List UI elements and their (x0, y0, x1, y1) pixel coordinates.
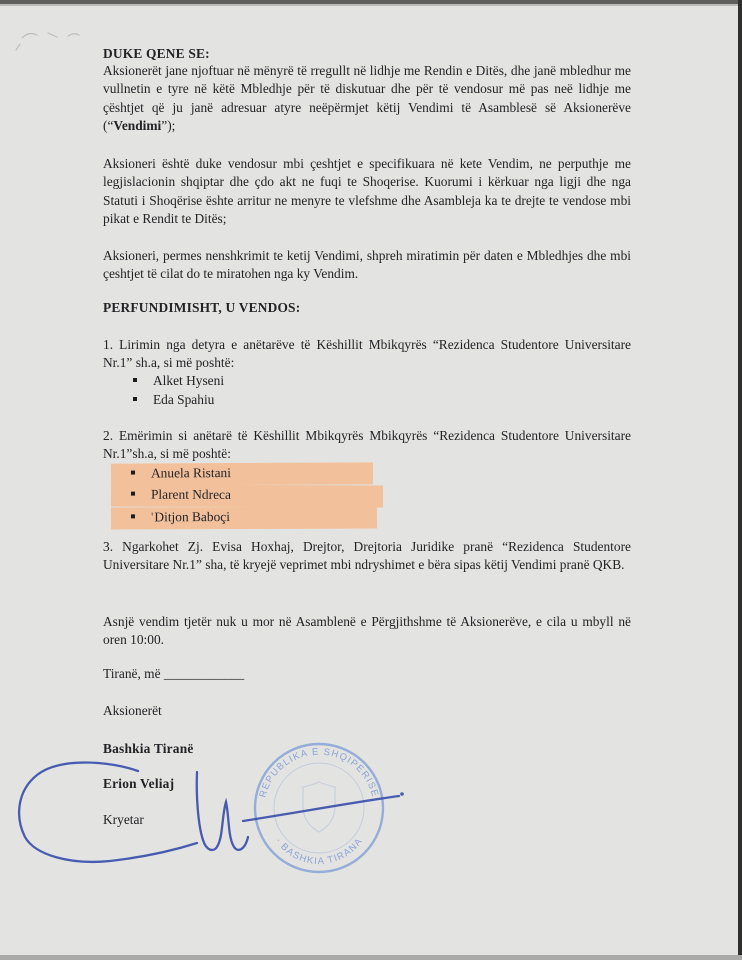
decision-item-1-bullets (103, 372, 631, 410)
list-item (103, 507, 631, 529)
decision-item-3-text: 3. Ngarkohet Zj. Evisa Hoxhaj, Drejtor, Drejtoria Juridike pranë “Rezidenca Studentore Universitare Nr.1” sha, të kryejë veprimet mbi ndryshimet e bëra sipas këtij Vendimi pranë QKB. (103, 539, 631, 573)
scan-edge-right (738, 0, 742, 960)
vendimi-bold-term: Vendimi (113, 118, 162, 134)
highlight-mark (111, 462, 373, 485)
paragraph-closing: Asnjë vendim tjetër nuk u mor në Asamblenë e Përgjithshme të Aksionerëve, e cila u mbyll në oren 10:00. (103, 614, 631, 648)
list-item (103, 485, 631, 507)
municipality-name: Bashkia Tiranë (103, 741, 194, 756)
stamp-top-arc-text: REPUBLIKA E SHQIPERISE (257, 746, 381, 799)
shareholders-label: Aksionerët (103, 703, 162, 718)
stray-apostrophe-mark: ' (150, 509, 154, 525)
paragraph-notice-post: ”); (161, 118, 176, 134)
member-name: Eda Spahiu (153, 391, 215, 407)
date-line (103, 665, 631, 683)
scan-edge-top-shadow (0, 4, 742, 6)
stamp-outer-ring (255, 744, 383, 872)
signer-title: Kryetar (103, 812, 144, 827)
svg-text:· BASHKIA TIRANA (273, 836, 365, 867)
date-label: Tiranë, më (103, 666, 161, 681)
square-bullet-icon (131, 492, 135, 496)
section-heading-duke-qene-se: DUKE QENE SE: (103, 46, 210, 61)
list-item (103, 463, 631, 485)
highlight-mark (111, 506, 377, 529)
square-bullet-icon (133, 378, 137, 382)
highlight-mark (111, 484, 383, 507)
paragraph-notice-pre: Aksionerët jane njoftuar në mënyrë të rregullt në lidhje me Rendin e Ditës, dhe janë mbledhur me vullnetin e tyre në këtë Mbledhje për të diskutuar dhe për të vendosur më pas neë lidhje me çështjet që ju janë adresuar atyre neëpërmjet këtij Vendimi të Asamblesë së Aksionerëve (“ (103, 63, 631, 134)
member-name: Alket Hyseni (153, 373, 225, 388)
square-bullet-icon (131, 471, 135, 475)
decision-item-2-bullets (103, 463, 631, 529)
paragraph-approval: Aksioneri, permes nenshkrimit te ketij Vendimi, shpreh miratimin për daten e Mbledhjes dhe mbi çeshtjet të cilat do te miratohen nga ky Vendim. (103, 248, 631, 282)
paragraph-quorum: Aksioneri është duke vendosur mbi çeshtjet e specifikuara në kete Vendim, ne perputhje me legjislacionin shqiptar dhe çdo akt ne fuqi te Shoqerise. Kuorumi i kërkuar nga ligji dhe nga Statuti i Shoqërise ështe arritur ne menyre te vlefshme dhe Asambleja ka te drejte te vendose mbi pikat e Rendit te Ditës; (103, 156, 631, 227)
list-item (103, 391, 631, 410)
decision-item-1-text: 1. Lirimin nga detyra e anëtarëve të Këshillit Mbikqyrës “Rezidenca Studentore Universitare Nr.1” sh.a, si më poshtë: (103, 337, 631, 371)
paragraph-notice (103, 62, 631, 136)
pencil-smudge (10, 16, 110, 56)
decision-item-2-text: 2. Emërimin si anëtarë të Këshillit Mbikqyrës Mbikqyrës “Rezidenca Studentore Universitare Nr.1”sh.a, si më poshtë: (103, 428, 631, 462)
scan-edge-bottom (0, 955, 742, 960)
signer-name: Erion Veliaj (103, 776, 175, 791)
member-name: Anuela Ristani (150, 465, 232, 481)
list-item (103, 372, 631, 391)
square-bullet-icon (131, 515, 135, 519)
section-heading-perfundimisht: PERFUNDIMISHT, U VENDOS: (103, 300, 301, 315)
member-name: Ditjon Baboçi (154, 508, 230, 525)
date-blank-line: ____________ (163, 666, 245, 681)
stamp-bottom-arc-text: · BASHKIA TIRANA (272, 835, 366, 868)
square-bullet-icon (133, 397, 137, 401)
member-name: Plarent Ndreca (150, 486, 231, 502)
